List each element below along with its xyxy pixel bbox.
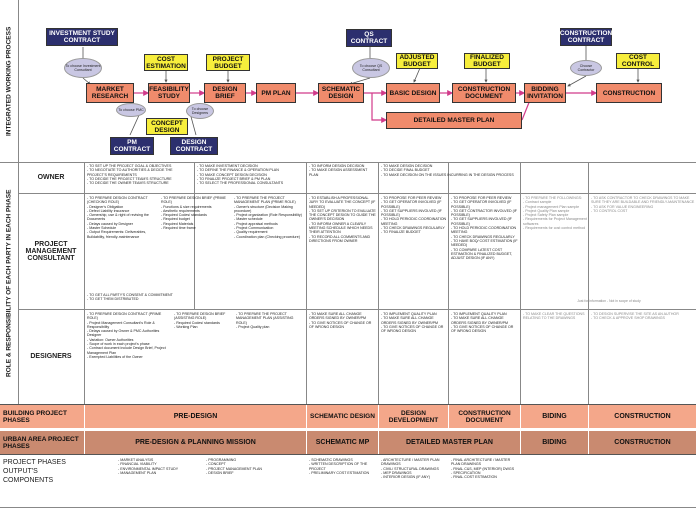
note-choose-investment: To choose Investment Consultant <box>64 58 102 78</box>
building-phase-construction-document: CONSTRUCTION DOCUMENT <box>448 405 520 428</box>
schematic-design: SCHEMATIC DESIGN <box>318 83 364 103</box>
owner-cell-4: - TO MAKE DESIGN DECISION - TO DECIDE FINAL BUDGET - TO MAKE DECISION ON THE ISSUES INCURRING IN THE DESIGN PROCESS <box>381 164 514 177</box>
owner-cell-1: - TO SET UP THE PROJECT GOAL & OBJECTIVES - TO NEGOTIATE TO AUTHORITIES & DECIDE THE PROJECT'S REQUIREMENTS - TO DECIDE THE PROJECT TEAM'S STRUCTURE - TO DECIDE THE OWNER TEAM'S STRUCTURE <box>87 164 173 186</box>
urban-phase-biding: BIDING <box>520 431 588 454</box>
owner-cell-3: - TO INFORM DESIGN DECISION - TO MAKE DESIGN ASSESSMENT PLAN <box>309 164 368 177</box>
urban-phase-schematic-mp: SCHEMATIC MP <box>306 431 378 454</box>
divider-col5 <box>448 162 449 404</box>
concept-design: CONCEPT DESIGN <box>146 118 188 135</box>
pm-contract: PM CONTRACT <box>110 137 154 155</box>
outputs-label: PROJECT PHASES OUTPUT'S COMPONENTS <box>3 459 66 484</box>
designers-cell-7: - TO MAKE CLEAR THE QUESTIONS RELATING TO THE DRAWINGS <box>523 312 585 321</box>
building-band-label: BUILDING PROJECT PHASES <box>3 409 67 424</box>
divider-col4 <box>378 162 379 404</box>
urban-phases-band <box>0 431 696 454</box>
pmc-cell-7: - TO PREPARE THE FOLLOWINGS: - Contract sample - Project management Plan sample - Project Quality Plan sample - Project Safety Plan sample - Requirements for Project Management softwares - Requirements for cost control method <box>523 196 587 231</box>
outputs-cell-1: - MARKET ANALYSIS - FINANCIAL VIABILITY - ENVIRONMENTAL IMPACT STUDY - MANAGEMENT PLAN <box>118 458 179 475</box>
project-budget: PROJECT BUDGET <box>206 54 250 71</box>
urban-phase-construction: CONSTRUCTION <box>588 431 696 454</box>
feasibility-study: FEASIBILITY STUDY <box>148 83 190 103</box>
urban-phase-predesign: PRE-DESIGN & PLANNING MISSION <box>84 431 306 454</box>
market-research: MARKET RESEARCH <box>86 83 134 103</box>
designers-cell-8: - TO DESIGN SUPERVISE THE SITE AS AN AUTHOR - TO CHECK & APPROVE SHOP DRAWINGS <box>591 312 679 321</box>
urban-band-label: URBAN AREA PROJECT PHASES <box>3 435 79 450</box>
pmc-cell-3: - TO PREPARE THE PROJECT MANAGEMENT PLAN (PRIME ROLE) - Owner's structure (Decision Making procedure) - Project organization (Role Responsibility) - Master schedule - Project appraisal methods - Project Communication - Quality requirement - Coordination plan (Checking procedure) <box>234 196 302 239</box>
note-choose-qs: To choose QS Consultant <box>352 58 390 78</box>
designers-cell-6: - TO IMPLEMENT QUALITY PLAN - TO MAKE SURE ALL CHANGE ORDERS SIGNED BY OWNER/PM - TO GIVE NOTICES OF CHANGE OR OF WRONG DESIGN <box>451 312 514 334</box>
adjusted-budget: ADJUSTED BUDGET <box>396 53 438 69</box>
bidding-invitation: BIDDING INVITATION <box>524 83 566 103</box>
outputs-cell-4: - ARCHITECTURE / MASTER PLAN DRAWINGS - CIVIL/ STRUCTURAL DRAWINGS - MEP DRAWINGS - INTERIOR DESIGN (IF ANY) <box>381 458 440 480</box>
construction-step: CONSTRUCTION <box>596 83 662 103</box>
divider-rowlabels <box>84 162 85 404</box>
pm-plan: PM PLAN <box>256 83 296 103</box>
divider-pmc-designers <box>18 309 696 310</box>
divider-col3 <box>306 162 307 404</box>
side-label-roles: ROLE & RESPONSIBILITY OF EACH PARTY IN EACH PHASE <box>5 189 13 377</box>
outputs-cell-2: - PROGRAMMING - CONCEPT - PROJECT MANAGEMENT PLAN - DESIGN BRIEF <box>206 458 262 475</box>
building-phase-design-development: DESIGN DEVELOPMENT <box>378 405 448 428</box>
construction-contract: CONSTRUCTION CONTRACT <box>559 30 613 44</box>
divider-col7 <box>588 162 589 404</box>
investment-study-contract: INVESTMENT STUDY CONTRACT <box>46 28 118 46</box>
row-label-designers: DESIGNERS <box>30 353 72 360</box>
designers-cell-5: - TO IMPLEMENT QUALITY PLAN - TO MAKE SURE ALL CHANGE ORDERS SIGNED BY OWNER/PM - TO GIVE NOTICES OF CHANGE OR OF WRONG DESIGN <box>381 312 444 334</box>
cost-control: COST CONTROL <box>616 53 660 69</box>
construction-document: CONSTRUCTION DOCUMENT <box>452 83 516 103</box>
building-phase-biding: BIDING <box>520 405 588 428</box>
designers-cell-1: - TO PREPARE DESIGN CONTRACT (PRIME ROLE) - Project Management Consultant's Role & Responsibility - Delays caused by Owner & PMC Authorities Designer - Variation: Owner Authorities - Scope of work in each project's phase - Contract document include Design Brief, Project Management Plan - Exempted Liabilities of the Owner <box>87 312 166 359</box>
row-label-pmc: PROJECT MANAGEMENT CONSULTANT <box>25 240 77 262</box>
building-phase-predesign: PRE-DESIGN <box>84 405 306 428</box>
designers-cell-3: - TO PREPARE THE PROJECT MANAGEMENT PLAN (ASSISTING ROLE) - Project Quality plan <box>236 312 294 329</box>
cost-estimation: COST ESTIMATION <box>144 54 188 71</box>
divider-owner-pmc <box>18 193 696 194</box>
note-choose-designers: To choose Designers <box>186 103 214 119</box>
designers-cell-2: - TO PREPARE DESIGN BRIEF (ASSISTING ROLE) - Required Codes/ standards - Working Plan <box>174 312 226 329</box>
pmc-cell-1: - TO PREPARE DESIGN CONTRACT (CHECKING ROLE) - Designer's Obligation - Defect Liability Insurance - Ownership, use & right of revising the Documents - Delays caused by Designer - Master Schedule - Output Requirements: Deliverables, Buildability, friendly-maintenance <box>87 196 149 239</box>
building-phase-schematic: SCHEMATIC DESIGN <box>306 405 378 428</box>
designers-cell-4: - TO MAKE SURE ALL CHANGE ORDERS SIGNED BY OWNER/PM - TO GIVE NOTICES OF CHANGE OR OF WRONG DESIGN <box>309 312 372 329</box>
design-brief: DESIGN BRIEF <box>204 83 246 103</box>
pmc-cell-5: - TO PROPOSE FOR PEER REVIEW - TO GET OPERATOR INVOLVED (IF POSSIBLE) - TO GET SUPPLIERS INVOLVED (IF POSSIBLE) - TO HOLD PERIODIC COORDINATION MEETING - TO CHECK DRAWINGS REGULARLY - TO FINALIZE BUDGET <box>381 196 447 235</box>
design-contract: DESIGN CONTRACT <box>170 137 218 155</box>
note-choose-pmc: To choose PMC <box>116 103 146 117</box>
pmc-cell-8: - TO ASK CONTRACTOR TO CHECK DRAWINGS TO MAKE SURE THEY ARE BUILDABLE AND FRIENDLY-MAINTENANCE - TO ASK FOR VALUE ENGINEERING - TO CONTROL COST <box>591 196 695 213</box>
row-label-owner: OWNER <box>37 174 65 181</box>
pmc-footnote: Just for information - Not in scope of study <box>577 299 641 303</box>
owner-cell-2: - TO MAKE INVESTMENT DECISION - TO DEFINE THE FINANCE & OPERATION PLAN - TO MAKE CONCEPT DESIGN DECISION - TO FINALIZE PROJECT BRIEF & PM PLAN - TO SELECT THE PROFESSIONAL CONSULTANTS <box>197 164 284 186</box>
divider-bands-outputs <box>0 454 696 455</box>
process-connectors <box>0 0 696 162</box>
finalized-budget: FINALIZED BUDGET <box>464 53 510 69</box>
outputs-cell-5: - FINAL ARCHITECTURE / MASTER PLAN DRAWINGS - FINAL C&S, MEP (INTERIOR) DWGS - SPECIFICATION - FINAL COST ESTIMATION <box>451 458 515 480</box>
qs-contract: QS CONTRACT <box>346 29 392 47</box>
pmc-cell-bottom: - TO GET ALL PARTY'S CONSENT & COMMITMENT - TO GET THEM DISTRIBUTED <box>87 293 173 302</box>
building-phases-band <box>0 405 696 428</box>
side-label-process: INTEGRATED WORKING PROCESS <box>5 26 13 136</box>
basic-design: BASIC DESIGN <box>386 83 440 103</box>
outputs-cell-3: - SCHEMATIC DRAWINGS - WRITTEN DESCRIPTION OF THE PROJECT - PRELIMINARY COST ESTIMATION <box>309 458 370 475</box>
divider-col6 <box>520 162 521 404</box>
pmc-cell-4: - TO ESTABLISH A PROFESSIONAL JURY TO EVALUATE THE CONCEPT (IF NEEDED) - TO SET UP CRITERION TO EVALUATE THE CONCEPT DESIGN TO GUIDE THE OWNER'S DECISION - TO INFORM OWNER A CLEARLY MEETING SCHEDULE WHICH NEEDS THEIR ATTENTION - TO RECORD ALL COMMENTS AND DIRECTIONS FROM OWNER <box>309 196 376 243</box>
building-phase-construction: CONSTRUCTION <box>588 405 696 428</box>
detailed-master-plan: DETAILED MASTER PLAN <box>386 112 522 129</box>
pmc-cell-2: - TO PREPARE DESIGN BRIEF (PRIME ROLE) - Functions & size requirements - Aesthetic requirements - Required Codes/ standards - Required budget - Required Materials - Required time frame <box>161 196 226 231</box>
pmc-cell-6: - TO PROPOSE FOR PEER REVIEW - TO GET OPERATOR INVOLVED (IF POSSIBLE) - TO GET CONTRACTOR INVOLVED (IF POSSIBLE) - TO GET SUPPLIERS INVOLVED (IF POSSIBLE) - TO HOLD PERIODIC COORDINATION MEETING - TO CHECK DRAWINGS REGULARLY - TO HAVE BOQ/ COST ESTIMATION (IF NEEDED) - TO COMPARE LATEST COST ESTIMATION & FINALIZED BUDGET, ADJUST DESIGN (IF ANY) <box>451 196 518 261</box>
urban-phase-detailed-master-plan: DETAILED MASTER PLAN <box>378 431 520 454</box>
note-choose-contractor: Choose Contractor <box>570 60 602 76</box>
divider-process-roles <box>0 162 696 163</box>
